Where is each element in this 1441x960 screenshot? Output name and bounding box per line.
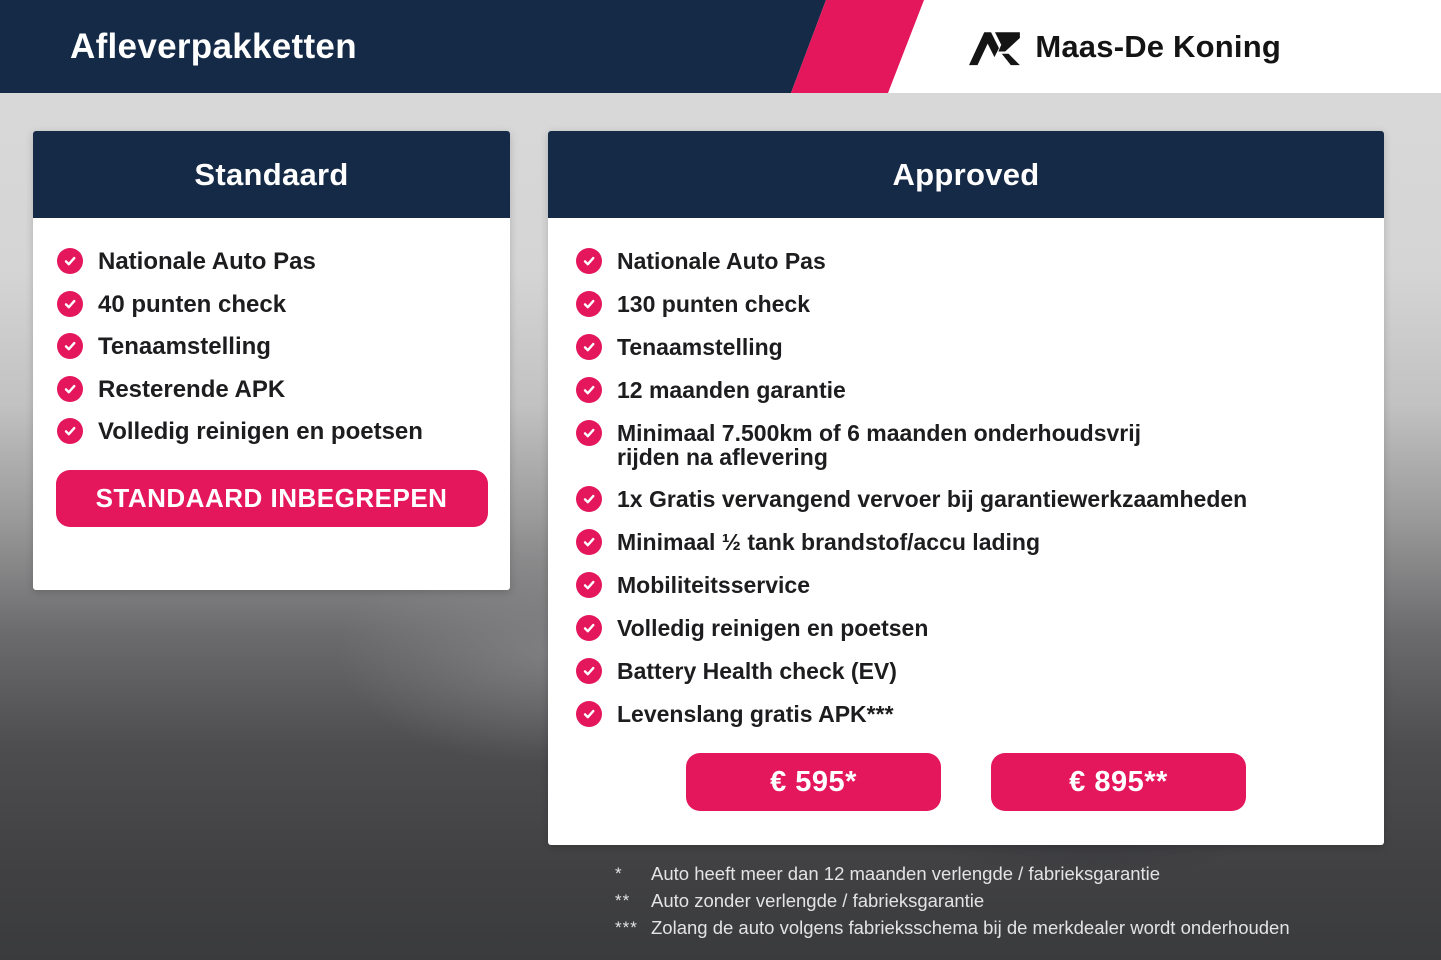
list-item-label: Resterende APK <box>98 375 286 403</box>
page-title: Afleverpakketten <box>70 26 357 66</box>
list-item <box>57 418 486 444</box>
check-icon <box>576 529 602 555</box>
footnote-text: Auto heeft meer dan 12 maanden verlengde / fabrieksgarantie <box>651 863 1161 884</box>
check-icon <box>576 615 602 641</box>
check-icon <box>576 334 602 360</box>
footnotes <box>615 862 1405 943</box>
footnote-marker: *** <box>615 918 638 937</box>
card-approved <box>548 131 1384 845</box>
list-item <box>576 291 1364 317</box>
footnote-text: Auto zonder verlengde / fabrieksgarantie <box>651 890 985 911</box>
list-item <box>576 248 1364 274</box>
list-item <box>576 334 1364 360</box>
standaard-checklist <box>33 218 510 444</box>
list-item-label: Tenaamstelling <box>98 333 271 360</box>
price-595-button[interactable]: € 595* <box>686 753 941 811</box>
list-item-label: Nationale Auto Pas <box>617 248 826 274</box>
list-item <box>576 529 1364 555</box>
list-item <box>57 291 486 317</box>
price-row <box>548 753 1384 811</box>
list-item <box>576 701 1364 727</box>
list-item-label: 130 punten check <box>617 291 811 317</box>
list-item <box>576 486 1364 512</box>
list-item-label: Nationale Auto Pas <box>98 248 316 275</box>
footnote-marker: ** <box>615 891 631 910</box>
check-icon <box>576 701 602 727</box>
check-icon <box>57 418 83 444</box>
price-895-button[interactable]: € 895** <box>991 753 1246 811</box>
list-item-label: Battery Health check (EV) <box>617 658 897 684</box>
list-item-label: Volledig reinigen en poetsen <box>98 418 423 445</box>
check-icon <box>57 376 83 402</box>
check-icon <box>576 291 602 317</box>
check-icon <box>576 572 602 598</box>
check-icon <box>576 420 602 446</box>
list-item <box>576 377 1364 403</box>
check-icon <box>57 248 83 274</box>
footnote-text: Zolang de auto volgens fabrieksschema bij de merkdealer wordt onderhouden <box>651 917 1290 938</box>
list-item-label: Minimaal 7.500km of 6 maanden onderhoudsvrij rijden na aflevering <box>617 420 1142 470</box>
approved-checklist <box>548 218 1384 727</box>
header-bar <box>0 0 1441 93</box>
footnote-row <box>615 916 1405 939</box>
card-approved-title: Approved <box>548 131 1384 218</box>
list-item <box>57 376 486 402</box>
list-item-label: 12 maanden garantie <box>617 377 846 403</box>
list-item-label: 1x Gratis vervangend vervoer bij garantiewerkzaamheden <box>617 486 1248 512</box>
list-item-label: Volledig reinigen en poetsen <box>617 615 929 641</box>
check-icon <box>57 333 83 359</box>
list-item <box>57 333 486 359</box>
standaard-inbegrepen-button[interactable]: STANDAARD INBEGREPEN <box>56 470 488 527</box>
list-item <box>576 658 1364 684</box>
footnote-row <box>615 889 1405 912</box>
list-item-label: Levenslang gratis APK*** <box>617 701 894 727</box>
brand-logo <box>969 0 1281 93</box>
check-icon <box>576 486 602 512</box>
list-item-label: Minimaal ½ tank brandstof/accu lading <box>617 529 1041 555</box>
list-item <box>576 615 1364 641</box>
list-item <box>57 248 486 274</box>
check-icon <box>576 248 602 274</box>
footnote-row <box>615 862 1405 885</box>
footnote-marker: * <box>615 864 623 883</box>
list-item-label: Tenaamstelling <box>617 334 783 360</box>
list-item <box>576 420 1364 469</box>
list-item <box>576 572 1364 598</box>
card-standaard-title: Standaard <box>33 131 510 218</box>
list-item-label: 40 punten check <box>98 290 287 318</box>
brand-name: Maas-De Koning <box>1035 28 1281 64</box>
check-icon <box>57 291 83 317</box>
check-icon <box>576 658 602 684</box>
brand-mark-icon <box>969 27 1021 67</box>
card-standaard <box>33 131 510 590</box>
check-icon <box>576 377 602 403</box>
list-item-label: Mobiliteitsservice <box>617 572 811 598</box>
